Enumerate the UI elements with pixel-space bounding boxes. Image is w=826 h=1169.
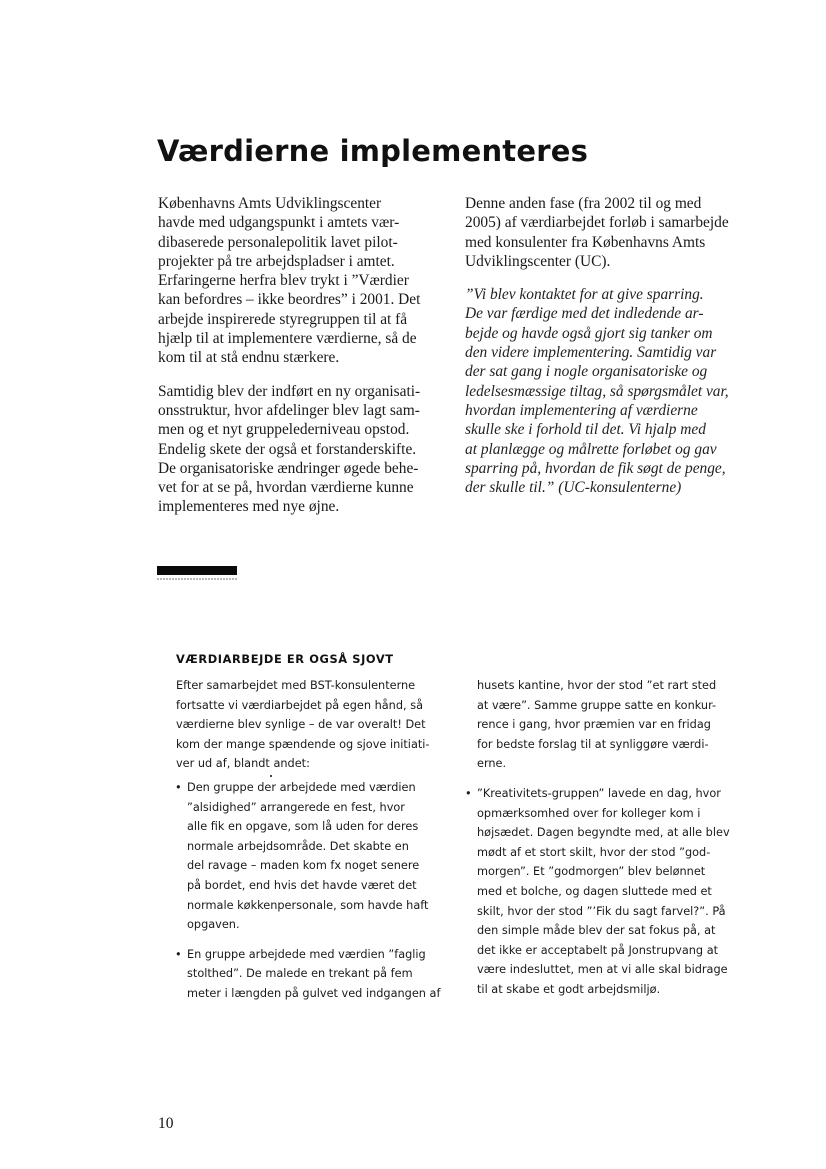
intro-right-column xyxy=(465,194,765,497)
text-line: vet for at se på, hvordan værdierne kunne xyxy=(158,479,414,497)
section-divider-underline xyxy=(157,578,237,580)
text-line: ”alsidighed” arrangerede en fest, hvor xyxy=(187,800,405,814)
text-line: på bordet, end hvis det havde været det xyxy=(187,878,417,892)
quote-line: der skulle til.” (UC-konsulenterne) xyxy=(465,479,682,497)
text-line: Efter samarbejdet med BST-konsulenterne xyxy=(176,679,416,692)
quote-line: De var færdige med det indledende ar- xyxy=(465,305,704,323)
text-line: Den gruppe der arbejdede med værdien xyxy=(187,780,416,794)
text-line: del ravage – maden kom fx noget senere xyxy=(187,859,420,873)
page-number: 10 xyxy=(158,1115,174,1132)
bullet-2-continuation xyxy=(466,676,756,774)
text-line: men og et nyt gruppelederniveau opstod. xyxy=(158,421,410,439)
text-line: De organisatoriske ændringer øgede behe- xyxy=(158,459,419,477)
text-line: det ikke er acceptabelt på Jonstrupvang at xyxy=(477,943,719,957)
text-line: Samtidig blev der indført en ny organisati- xyxy=(158,382,421,400)
list-item xyxy=(466,784,756,1000)
intro-paragraph-1 xyxy=(158,194,448,368)
text-line: mødt af et stort skilt, hvor der stod ”god- xyxy=(477,845,711,859)
box-heading: VÆRDIARBEJDE ER OGSÅ SJOVT xyxy=(176,652,394,666)
text-line: med konsulenter fra Københavns Amts xyxy=(465,233,706,251)
box-right-column xyxy=(466,676,756,1000)
quote-line: bejde og havde også gjort sig tanker om xyxy=(465,324,713,342)
text-line: den simple måde blev der sat fokus på, at xyxy=(477,924,716,938)
text-line: implementeres med nye øjne. xyxy=(158,498,340,516)
quote-line: ”Vi blev kontaktet for at give sparring. xyxy=(465,286,704,304)
text-line: kom til at stå endnu stærkere. xyxy=(158,349,340,367)
text-line: Erfaringerne herfra blev trykt i ”Værdier xyxy=(158,272,409,290)
text-line: til at skabe et godt arbejdsmiljø. xyxy=(477,982,661,996)
text-line: stolthed”. De malede en trekant på fem xyxy=(187,967,413,981)
text-line: ver ud af, blandt andet: xyxy=(176,757,310,771)
text-line: onsstruktur, hvor afdelinger blev lagt sam- xyxy=(158,401,420,419)
quote-line: der sat gang i nogle organisatoriske og xyxy=(465,363,708,381)
intro-paragraph-3 xyxy=(465,194,765,271)
text-line: opgaven. xyxy=(187,918,240,932)
quote-line: den videre implementering. Samtidig var xyxy=(465,344,717,362)
text-line: skilt, hvor der stod ”’Fik du sagt farvel?”. På xyxy=(477,904,726,918)
text-line: kom der mange spændende og sjove initiati- xyxy=(176,737,430,751)
page-title: Værdierne implementeres xyxy=(157,134,589,168)
text-line: normale køkkenpersonale, som havde haft xyxy=(187,898,429,912)
section-divider-bar xyxy=(157,566,237,575)
list-item xyxy=(176,945,456,1004)
text-line: projekter på tre arbejdspladser i amtet. xyxy=(158,252,395,270)
text-line: være indesluttet, men at vi alle skal bidrage xyxy=(477,963,728,977)
bullet-icon: • xyxy=(175,947,182,961)
text-line: Udviklingscenter (UC). xyxy=(465,252,611,270)
text-line: opmærksomhed over for kolleger kom i xyxy=(477,806,701,820)
quote-line: sparring på, hvordan de fik søgt de penge, xyxy=(465,459,726,477)
text-line: højsædet. Dagen begyndte med, at alle blev xyxy=(477,826,730,840)
text-line: værdierne blev synlige – de var overalt! Det xyxy=(176,718,426,732)
text-line: kan befordres – ikke beordres” i 2001. Det xyxy=(158,291,421,309)
list-item xyxy=(176,778,456,935)
text-line: hjælp til at implementere værdierne, så de xyxy=(158,330,417,348)
box-left-column xyxy=(176,676,456,1004)
text-line: dibaserede personalepolitik lavet pilot- xyxy=(158,233,398,251)
text-line: arbejde inspirerede styregruppen til at få xyxy=(158,310,408,328)
quote-line: at planlægge og målrette forløbet og gav xyxy=(465,440,717,458)
text-line: med et bolche, og dagen sluttede med et xyxy=(477,884,712,898)
text-line: rence i gang, hvor præmien var en fridag xyxy=(477,718,711,732)
text-line: meter i længden på gulvet ved indgangen af xyxy=(187,986,441,1000)
text-line: Endelig skete der også et forstanderskifte. xyxy=(158,440,417,458)
text-line: havde med udgangspunkt i amtets vær- xyxy=(158,214,400,232)
text-line: Københavns Amts Udviklingscenter xyxy=(158,195,382,212)
stray-dot xyxy=(270,775,272,777)
quote-line: hvordan implementering af værdierne xyxy=(465,401,698,419)
text-line: morgen”. Et ”godmorgen” blev belønnet xyxy=(477,865,706,879)
text-line: fortsatte vi værdiarbejdet på egen hånd, så xyxy=(176,698,423,712)
text-line: 2005) af værdiarbejdet forløb i samarbejde xyxy=(465,214,729,232)
box-intro-paragraph xyxy=(176,676,456,774)
quote-line: skulle ske i forhold til det. Vi hjalp med xyxy=(465,421,706,439)
text-line: husets kantine, hvor der stod ”et rart sted xyxy=(477,679,717,692)
text-line: En gruppe arbejdede med værdien ”faglig xyxy=(187,947,426,961)
text-line: alle fik en opgave, som lå uden for deres xyxy=(187,820,419,834)
text-line: at være”. Samme gruppe satte en konkur- xyxy=(477,698,717,712)
text-line: Denne anden fase (fra 2002 til og med xyxy=(465,195,702,212)
text-line: for bedste forslag til at synliggøre værdi- xyxy=(477,737,709,751)
text-line: ”Kreativitets-gruppen” lavede en dag, hvor xyxy=(477,786,721,800)
consultant-quote xyxy=(465,285,765,497)
bullet-icon: • xyxy=(465,786,472,800)
bullet-icon: • xyxy=(175,780,182,794)
text-line: erne. xyxy=(477,757,507,771)
intro-left-column xyxy=(158,194,448,517)
text-line: normale arbejdsområde. Det skabte en xyxy=(187,839,409,853)
quote-line: ledelsesmæssige tiltag, så spørgsmålet var, xyxy=(465,382,729,400)
intro-paragraph-2 xyxy=(158,382,448,517)
